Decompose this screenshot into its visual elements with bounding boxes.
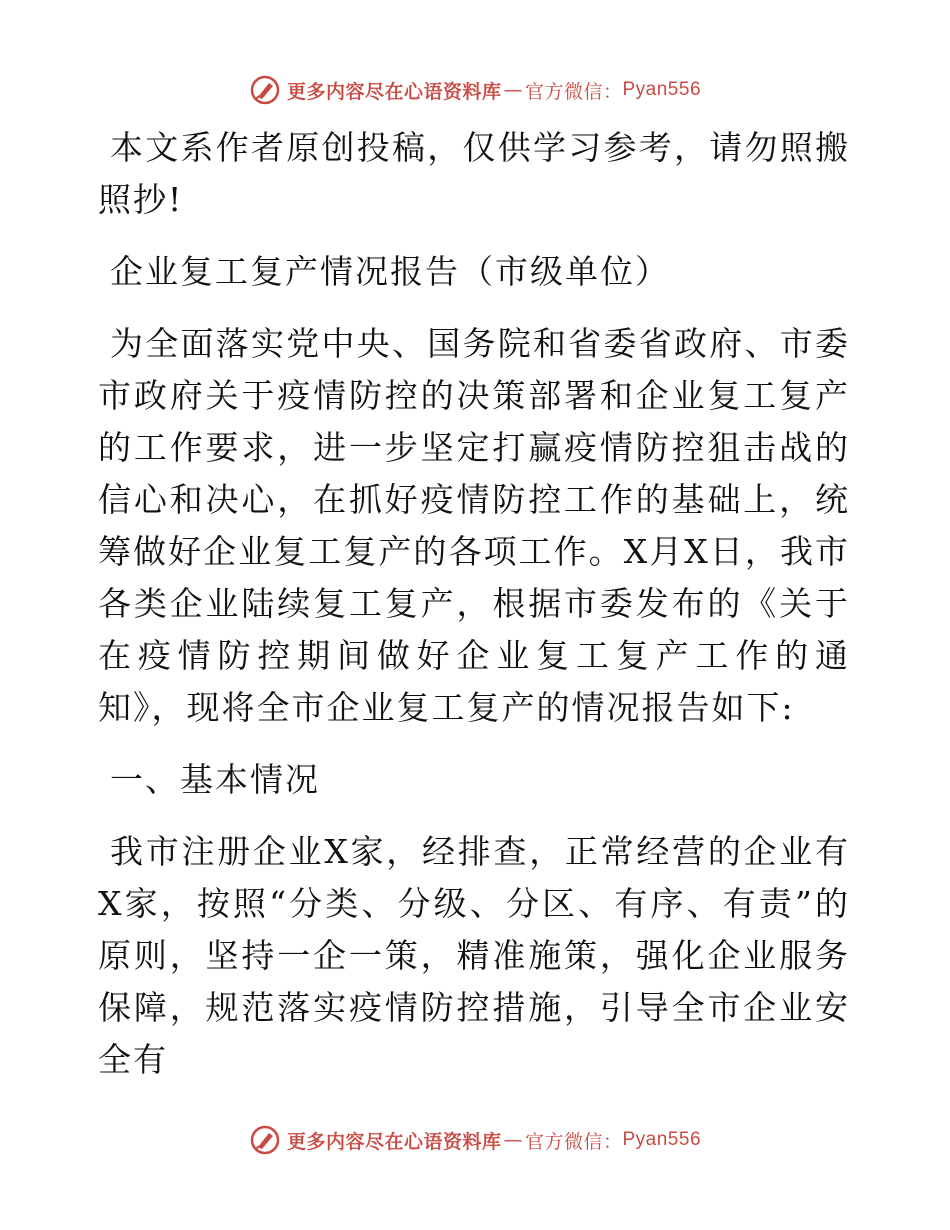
document-title: 企业复工复产情况报告（市级单位）	[110, 252, 670, 291]
header-banner	[0, 70, 950, 110]
intro-paragraph: 为全面落实党中央、国务院和省委省政府、市委市政府关于疫情防控的决策部署和企业复工复产的工作要求，进一步坚定打赢疫情防控狙击战的信心和决心，在抓好疫情防控工作的基础上，统筹做好企业复工复产的各项工作。X月X日，我市各类企业陆续复工复产，根据市委发布的《关于在疫情防控期间做好企业复工复产工作的通知》，现将全市企业复工复产的情况报告如下:	[98, 324, 850, 727]
copyright-notice: 本文系作者原创投稿，仅供学习参考，请勿照搬照抄!	[98, 128, 850, 219]
banner-wechat-id: Pyan556	[622, 1129, 702, 1150]
section-paragraph: 我市注册企业X家，经排查，正常经营的企业有X家，按照“分类、分级、分区、有序、有责”的原则，坚持一企一策，精准施策，强化企业服务保障，规范落实疫情防控措施，引导全市企业安全有	[98, 832, 850, 1079]
banner-dash: —	[503, 79, 523, 101]
banner-wechat-id: Pyan556	[622, 79, 702, 100]
section-heading: 一、基本情况	[110, 760, 320, 799]
document-body	[98, 122, 850, 1106]
banner-wechat-label: 官方微信：	[524, 1130, 623, 1153]
banner-dash: —	[503, 1129, 523, 1151]
banner-brand: 更多内容尽在心语资料库	[286, 80, 502, 103]
quill-seal-icon	[249, 74, 281, 106]
banner-brand: 更多内容尽在心语资料库	[286, 1130, 502, 1153]
footer-banner	[0, 1120, 950, 1160]
quill-seal-icon	[249, 1124, 281, 1156]
banner-wechat-label: 官方微信：	[524, 80, 623, 103]
